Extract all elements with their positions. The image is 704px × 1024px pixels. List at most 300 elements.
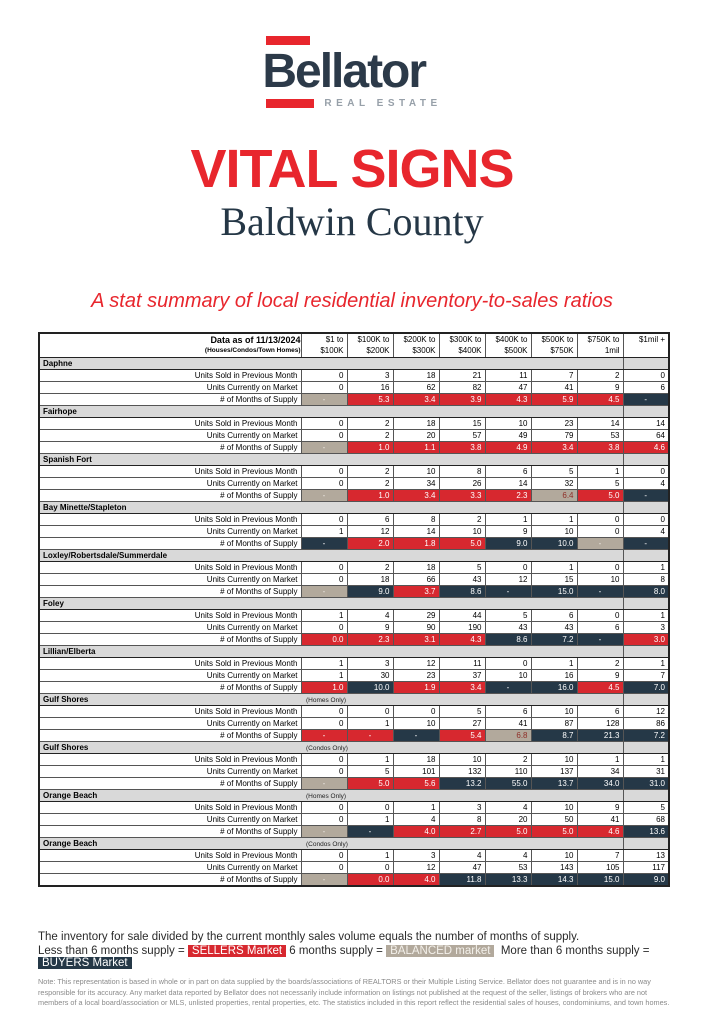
sellers-market-badge: SELLERS Market: [188, 945, 286, 957]
units-sold-cell: 10: [393, 465, 439, 477]
units-sold-row: [39, 369, 669, 381]
units-sold-cell: 0: [485, 657, 531, 669]
logo-red-bar-bottom: [266, 99, 314, 108]
units-on-market-cell: 0: [301, 381, 347, 393]
units-on-market-cell: 10: [439, 525, 485, 537]
units-on-market-label: Units Currently on Market: [39, 525, 301, 537]
units-on-market-cell: 37: [439, 669, 485, 681]
units-on-market-cell: 10: [485, 669, 531, 681]
section-header-row: [39, 789, 669, 801]
months-of-supply-cell: 1.0: [347, 441, 393, 453]
county-subtitle: Baldwin County: [220, 199, 484, 244]
units-on-market-cell: 43: [531, 621, 577, 633]
units-on-market-row: [39, 381, 669, 393]
units-sold-cell: 1: [347, 753, 393, 765]
months-of-supply-cell: 8.7: [531, 729, 577, 741]
months-of-supply-cell: 5.4: [439, 729, 485, 741]
months-of-supply-cell: 3.8: [439, 441, 485, 453]
units-on-market-cell: 53: [577, 429, 623, 441]
units-on-market-cell: 1: [301, 525, 347, 537]
months-of-supply-label: # of Months of Supply: [39, 825, 301, 837]
units-sold-cell: 12: [623, 705, 669, 717]
section-header-row: [39, 741, 669, 753]
units-on-market-cell: 16: [347, 381, 393, 393]
units-on-market-cell: 50: [531, 813, 577, 825]
units-sold-cell: 10: [531, 801, 577, 813]
months-of-supply-cell: 7.2: [623, 729, 669, 741]
units-on-market-cell: 34: [577, 765, 623, 777]
units-sold-cell: 0: [623, 465, 669, 477]
months-of-supply-cell: 10.0: [531, 537, 577, 549]
units-sold-cell: 1: [393, 801, 439, 813]
section-header-last-cell: [623, 597, 669, 609]
section-name: Foley: [43, 598, 64, 608]
legend-sellers-text: Less than 6 months supply =: [38, 945, 185, 957]
units-sold-cell: 9: [577, 801, 623, 813]
units-sold-cell: 1: [623, 609, 669, 621]
units-sold-cell: 44: [439, 609, 485, 621]
months-of-supply-row: [39, 585, 669, 597]
units-sold-cell: 0: [301, 801, 347, 813]
months-of-supply-cell: 31.0: [623, 777, 669, 789]
balanced-market-badge: BALANCED market: [386, 945, 494, 957]
months-of-supply-cell: 4.6: [577, 825, 623, 837]
units-on-market-row: [39, 429, 669, 441]
units-sold-cell: 5: [439, 705, 485, 717]
units-sold-row: [39, 561, 669, 573]
units-sold-cell: 14: [623, 417, 669, 429]
section-qualifier: (Homes Only): [306, 696, 347, 704]
table-header-row: [39, 333, 669, 357]
section-name-cell: [39, 645, 623, 657]
table-body: [39, 357, 669, 886]
units-on-market-label: Units Currently on Market: [39, 861, 301, 873]
units-on-market-cell: 86: [623, 717, 669, 729]
units-on-market-cell: 0: [301, 621, 347, 633]
months-of-supply-label: # of Months of Supply: [39, 537, 301, 549]
section-name: Orange Beach: [43, 790, 98, 800]
legend-balanced-text: 6 months supply =: [289, 945, 383, 957]
months-of-supply-cell: 5.6: [393, 777, 439, 789]
months-of-supply-cell: 3.4: [531, 441, 577, 453]
months-of-supply-cell: -: [301, 777, 347, 789]
price-range-line1: $200K to: [403, 335, 436, 344]
months-of-supply-cell: 9.0: [347, 585, 393, 597]
units-on-market-cell: 68: [623, 813, 669, 825]
months-of-supply-cell: 13.6: [623, 825, 669, 837]
disclaimer-note: Note: This representation is based in whole or in part on data supplied by the boards/associations of REALTORS or their Multiple Listing Service. Bellator does not guarantee and is in no way responsible for its accuracy. Any market data reported by Bellator does not necessarily include information on listings not published at the request of the seller, listings of brokers who are not members of a local board/association or MLS, unlisted properties, rental properties, etc. The statistics included in this report reflect the residential sales of houses, condominiums, and town homes.: [38, 977, 670, 1008]
units-sold-label: Units Sold in Previous Month: [39, 417, 301, 429]
units-on-market-row: [39, 525, 669, 537]
units-sold-row: [39, 513, 669, 525]
units-on-market-label: Units Currently on Market: [39, 381, 301, 393]
units-sold-cell: 0: [301, 849, 347, 861]
units-on-market-label: Units Currently on Market: [39, 765, 301, 777]
units-on-market-cell: 0: [301, 813, 347, 825]
units-sold-cell: 0: [301, 561, 347, 573]
months-of-supply-cell: 13.7: [531, 777, 577, 789]
units-on-market-cell: 1: [301, 669, 347, 681]
units-on-market-cell: 2: [347, 429, 393, 441]
units-on-market-cell: 4: [623, 525, 669, 537]
units-on-market-cell: 8: [439, 813, 485, 825]
footer: [38, 931, 670, 1009]
price-column-header: [531, 333, 577, 357]
table-head: [39, 333, 669, 357]
units-sold-label: Units Sold in Previous Month: [39, 657, 301, 669]
months-of-supply-cell: 1.0: [301, 681, 347, 693]
section-header-last-cell: [623, 789, 669, 801]
units-sold-label: Units Sold in Previous Month: [39, 609, 301, 621]
units-sold-cell: 12: [393, 657, 439, 669]
months-of-supply-row: [39, 441, 669, 453]
section-header-row: [39, 597, 669, 609]
table-corner-cell: [39, 333, 301, 357]
units-sold-cell: 0: [623, 369, 669, 381]
months-of-supply-cell: -: [577, 633, 623, 645]
units-sold-cell: 8: [439, 465, 485, 477]
months-of-supply-cell: 3.3: [439, 489, 485, 501]
units-on-market-cell: 1: [347, 813, 393, 825]
section-qualifier: (Condos Only): [306, 744, 348, 752]
months-of-supply-cell: 10.0: [347, 681, 393, 693]
units-on-market-cell: 90: [393, 621, 439, 633]
price-column-header: [439, 333, 485, 357]
price-column-header: [393, 333, 439, 357]
units-sold-cell: 5: [439, 561, 485, 573]
months-of-supply-cell: -: [301, 489, 347, 501]
units-on-market-cell: 64: [623, 429, 669, 441]
units-sold-cell: 1: [531, 561, 577, 573]
units-sold-cell: 3: [439, 801, 485, 813]
section-header-last-cell: [623, 693, 669, 705]
section-name-cell: [39, 453, 623, 465]
months-of-supply-label: # of Months of Supply: [39, 489, 301, 501]
section-header-last-cell: [623, 741, 669, 753]
units-sold-cell: 14: [577, 417, 623, 429]
units-on-market-cell: 43: [485, 621, 531, 633]
months-of-supply-cell: 0.0: [347, 873, 393, 886]
units-sold-cell: 0: [301, 417, 347, 429]
units-on-market-cell: 10: [393, 717, 439, 729]
months-of-supply-cell: 2.7: [439, 825, 485, 837]
units-sold-cell: 0: [301, 465, 347, 477]
months-of-supply-label: # of Months of Supply: [39, 633, 301, 645]
months-of-supply-label: # of Months of Supply: [39, 441, 301, 453]
months-of-supply-cell: 1.9: [393, 681, 439, 693]
units-on-market-cell: 79: [531, 429, 577, 441]
months-of-supply-row: [39, 681, 669, 693]
months-of-supply-cell: -: [301, 873, 347, 886]
months-of-supply-cell: 3.8: [577, 441, 623, 453]
price-range-line1: $300K to: [449, 335, 482, 344]
section-header-row: [39, 357, 669, 369]
months-of-supply-cell: 1.1: [393, 441, 439, 453]
months-of-supply-cell: 21.3: [577, 729, 623, 741]
units-on-market-cell: 0: [347, 861, 393, 873]
price-range-line2: $200K: [366, 346, 390, 355]
section-name-cell: [39, 789, 623, 801]
bellator-logo-inner: [262, 36, 441, 109]
units-sold-label: Units Sold in Previous Month: [39, 849, 301, 861]
units-sold-cell: 6: [485, 705, 531, 717]
units-sold-cell: 1: [301, 609, 347, 621]
units-sold-cell: 18: [393, 753, 439, 765]
units-sold-cell: 2: [577, 369, 623, 381]
units-on-market-row: [39, 813, 669, 825]
units-sold-cell: 0: [301, 753, 347, 765]
units-sold-cell: 0: [623, 513, 669, 525]
units-on-market-cell: 6: [577, 621, 623, 633]
units-on-market-label: Units Currently on Market: [39, 621, 301, 633]
section-header-last-cell: [623, 837, 669, 849]
units-on-market-row: [39, 477, 669, 489]
section-name: Daphne: [43, 358, 73, 368]
units-on-market-label: Units Currently on Market: [39, 717, 301, 729]
units-sold-cell: 10: [439, 753, 485, 765]
months-of-supply-cell: -: [577, 537, 623, 549]
months-of-supply-cell: -: [347, 825, 393, 837]
units-sold-cell: 5: [623, 801, 669, 813]
units-sold-row: [39, 657, 669, 669]
units-sold-cell: 2: [347, 561, 393, 573]
units-sold-cell: 6: [347, 513, 393, 525]
units-on-market-cell: 41: [577, 813, 623, 825]
months-of-supply-cell: -: [485, 585, 531, 597]
units-sold-cell: 1: [301, 657, 347, 669]
months-of-supply-cell: 5.0: [531, 825, 577, 837]
units-on-market-cell: 117: [623, 861, 669, 873]
section-name: Loxley/Robertsdale/Summerdale: [43, 550, 168, 560]
units-sold-cell: 13: [623, 849, 669, 861]
units-on-market-cell: 10: [531, 525, 577, 537]
units-on-market-cell: 0: [301, 765, 347, 777]
units-sold-row: [39, 417, 669, 429]
units-sold-cell: 2: [347, 417, 393, 429]
units-sold-cell: 0: [485, 561, 531, 573]
report-date-label: Data as of 11/13/2024: [210, 335, 301, 345]
units-sold-row: [39, 609, 669, 621]
price-column-header: [347, 333, 393, 357]
units-sold-label: Units Sold in Previous Month: [39, 561, 301, 573]
units-on-market-cell: 43: [439, 573, 485, 585]
months-of-supply-cell: -: [347, 729, 393, 741]
units-sold-cell: 3: [393, 849, 439, 861]
units-sold-cell: 0: [301, 369, 347, 381]
section-header-last-cell: [623, 453, 669, 465]
months-of-supply-label: # of Months of Supply: [39, 777, 301, 789]
units-sold-label: Units Sold in Previous Month: [39, 465, 301, 477]
units-on-market-cell: 0: [301, 573, 347, 585]
months-of-supply-cell: 13.2: [439, 777, 485, 789]
units-on-market-cell: 9: [347, 621, 393, 633]
units-on-market-cell: 16: [531, 669, 577, 681]
units-on-market-cell: 82: [439, 381, 485, 393]
property-types-label: (Houses/Condos/Town Homes): [204, 347, 301, 354]
price-column-header: [485, 333, 531, 357]
price-column-header: [623, 333, 669, 357]
units-on-market-cell: 143: [531, 861, 577, 873]
section-header-last-cell: [623, 501, 669, 513]
price-range-line2: $750K: [550, 346, 574, 355]
supply-definition-text: The inventory for sale divided by the current monthly sales volume equals the number of months of supply.: [38, 931, 580, 943]
months-of-supply-cell: 3.7: [393, 585, 439, 597]
units-sold-row: [39, 753, 669, 765]
report-tagline: A stat summary of local residential inventory-to-sales ratios: [91, 290, 613, 312]
units-sold-cell: 2: [485, 753, 531, 765]
units-sold-cell: 3: [347, 369, 393, 381]
units-on-market-cell: 4: [623, 477, 669, 489]
units-on-market-cell: 132: [439, 765, 485, 777]
units-sold-cell: 10: [531, 705, 577, 717]
units-on-market-cell: 7: [623, 669, 669, 681]
units-on-market-cell: 14: [485, 477, 531, 489]
months-of-supply-cell: 4.5: [577, 681, 623, 693]
months-of-supply-cell: -: [301, 537, 347, 549]
units-sold-cell: 0: [347, 705, 393, 717]
legend-buyers-text: More than 6 months supply =: [500, 945, 650, 957]
units-sold-cell: 4: [485, 849, 531, 861]
months-of-supply-cell: 4.6: [623, 441, 669, 453]
months-of-supply-cell: -: [623, 489, 669, 501]
months-of-supply-cell: 14.3: [531, 873, 577, 886]
months-of-supply-cell: 3.4: [393, 489, 439, 501]
units-on-market-row: [39, 717, 669, 729]
logo-wordmark: Bellator: [262, 45, 426, 98]
units-sold-cell: 7: [577, 849, 623, 861]
price-range-line1: $100K to: [357, 335, 390, 344]
section-name-cell: [39, 501, 623, 513]
section-header-last-cell: [623, 549, 669, 561]
months-of-supply-label: # of Months of Supply: [39, 729, 301, 741]
section-name: Gulf Shores: [43, 742, 89, 752]
units-sold-cell: 10: [485, 417, 531, 429]
units-on-market-cell: 57: [439, 429, 485, 441]
units-on-market-cell: 9: [485, 525, 531, 537]
months-of-supply-cell: -: [301, 825, 347, 837]
units-on-market-cell: 0: [301, 861, 347, 873]
page-title: VITAL SIGNS: [190, 139, 514, 199]
units-sold-cell: 5: [531, 465, 577, 477]
price-range-line1: $1 to: [325, 335, 344, 344]
units-on-market-cell: 20: [485, 813, 531, 825]
units-on-market-row: [39, 765, 669, 777]
months-of-supply-cell: 0.0: [301, 633, 347, 645]
price-range-line2: 1mil: [604, 346, 620, 355]
months-of-supply-row: [39, 633, 669, 645]
units-on-market-cell: 105: [577, 861, 623, 873]
units-on-market-cell: 18: [347, 573, 393, 585]
units-sold-row: [39, 705, 669, 717]
logo-tagline: REAL ESTATE: [324, 97, 442, 109]
units-sold-cell: 29: [393, 609, 439, 621]
months-of-supply-cell: 16.0: [531, 681, 577, 693]
section-name: Spanish Fort: [43, 454, 92, 464]
units-on-market-cell: 12: [393, 861, 439, 873]
units-sold-cell: 18: [393, 369, 439, 381]
months-of-supply-cell: 7.0: [623, 681, 669, 693]
units-on-market-cell: 23: [393, 669, 439, 681]
months-of-supply-cell: -: [485, 681, 531, 693]
months-of-supply-cell: 5.0: [485, 825, 531, 837]
units-on-market-cell: 41: [485, 717, 531, 729]
units-sold-cell: 1: [577, 753, 623, 765]
section-header-row: [39, 837, 669, 849]
units-on-market-cell: 26: [439, 477, 485, 489]
price-range-line2: $100K: [320, 346, 344, 355]
months-of-supply-row: [39, 489, 669, 501]
units-on-market-cell: 15: [531, 573, 577, 585]
months-of-supply-cell: 5.0: [577, 489, 623, 501]
units-sold-cell: 2: [577, 657, 623, 669]
units-sold-cell: 3: [347, 657, 393, 669]
units-sold-cell: 11: [439, 657, 485, 669]
units-sold-cell: 0: [393, 705, 439, 717]
inventory-table: [38, 332, 670, 887]
months-of-supply-cell: -: [301, 393, 347, 405]
units-sold-cell: 10: [531, 849, 577, 861]
price-range-line1: $500K to: [541, 335, 574, 344]
months-of-supply-cell: 5.0: [439, 537, 485, 549]
units-on-market-cell: 5: [347, 765, 393, 777]
section-header-row: [39, 405, 669, 417]
section-qualifier: (Homes Only): [306, 792, 347, 800]
months-of-supply-cell: 4.5: [577, 393, 623, 405]
units-sold-cell: 18: [393, 417, 439, 429]
market-legend: [38, 945, 670, 969]
units-sold-row: [39, 465, 669, 477]
units-on-market-cell: 101: [393, 765, 439, 777]
months-of-supply-cell: 4.3: [439, 633, 485, 645]
section-name-cell: [39, 741, 623, 753]
price-column-header: [301, 333, 347, 357]
months-of-supply-label: # of Months of Supply: [39, 873, 301, 886]
units-sold-cell: 10: [531, 753, 577, 765]
months-of-supply-cell: 6.8: [485, 729, 531, 741]
units-sold-cell: 1: [623, 753, 669, 765]
months-of-supply-cell: 5.3: [347, 393, 393, 405]
section-qualifier: (Condos Only): [306, 840, 348, 848]
price-column-header: [577, 333, 623, 357]
units-sold-label: Units Sold in Previous Month: [39, 753, 301, 765]
units-on-market-cell: 9: [577, 669, 623, 681]
section-name: Bay Minette/Stapleton: [43, 502, 127, 512]
units-on-market-cell: 53: [485, 861, 531, 873]
units-sold-cell: 8: [393, 513, 439, 525]
units-on-market-cell: 190: [439, 621, 485, 633]
months-of-supply-cell: 15.0: [577, 873, 623, 886]
units-on-market-label: Units Currently on Market: [39, 813, 301, 825]
units-on-market-cell: 128: [577, 717, 623, 729]
units-on-market-cell: 0: [301, 717, 347, 729]
units-on-market-label: Units Currently on Market: [39, 429, 301, 441]
months-of-supply-row: [39, 537, 669, 549]
months-of-supply-cell: 9.0: [485, 537, 531, 549]
units-sold-cell: 0: [301, 705, 347, 717]
units-sold-cell: 4: [485, 801, 531, 813]
price-range-line1: $1mil +: [638, 335, 665, 344]
units-on-market-cell: 41: [531, 381, 577, 393]
units-sold-cell: 11: [485, 369, 531, 381]
stats-table-wrapper: [38, 332, 670, 887]
units-sold-cell: 1: [623, 657, 669, 669]
units-sold-cell: 21: [439, 369, 485, 381]
units-on-market-cell: 2: [347, 477, 393, 489]
units-sold-cell: 23: [531, 417, 577, 429]
price-range-line1: $400K to: [495, 335, 528, 344]
units-on-market-cell: 12: [485, 573, 531, 585]
units-on-market-cell: 0: [577, 525, 623, 537]
